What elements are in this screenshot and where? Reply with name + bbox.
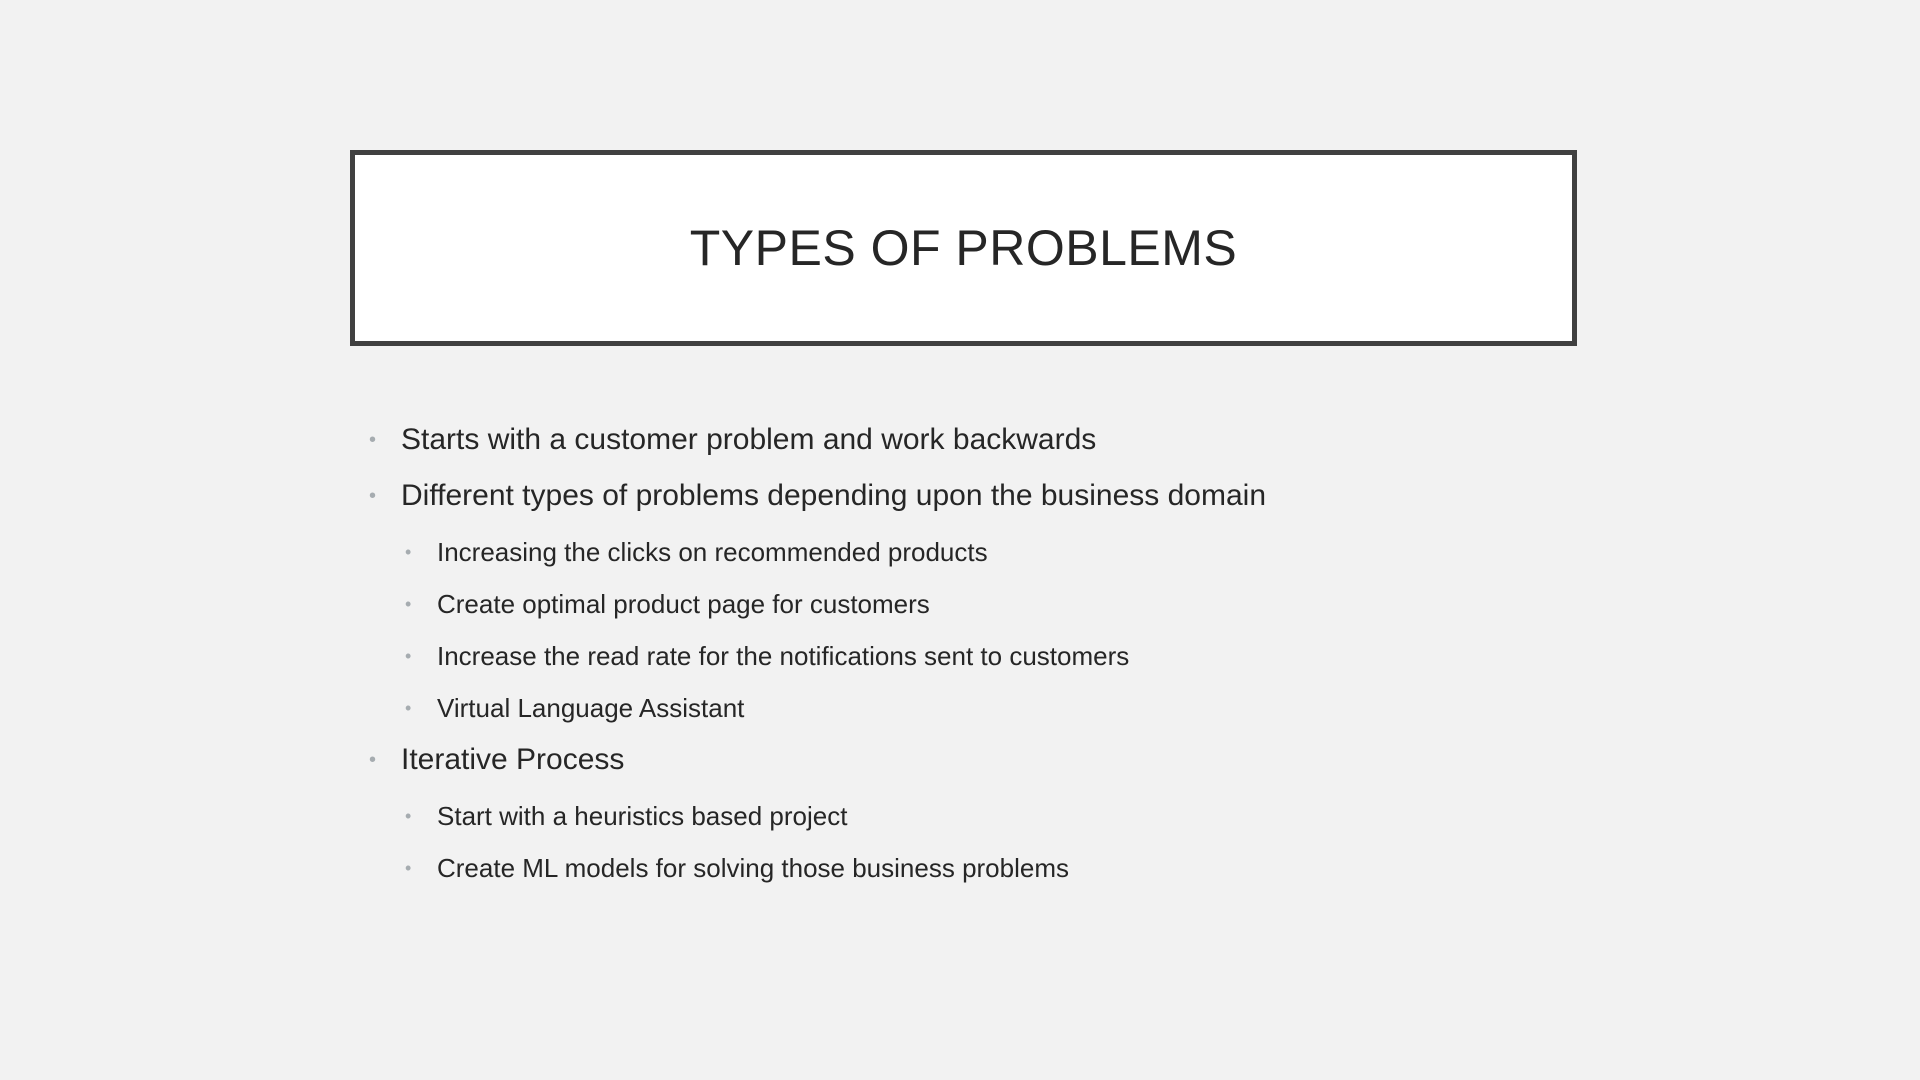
bullet-dot-icon: • [369, 429, 377, 451]
bullet-text: Iterative Process [401, 743, 625, 776]
bullet-item [368, 414, 1568, 470]
bullet-dot-icon: • [405, 806, 412, 826]
bullet-text: Start with a heuristics based project [437, 801, 848, 831]
title-box [350, 150, 1577, 346]
sub-bullet-item [368, 578, 1568, 630]
bullet-dot-icon: • [405, 646, 412, 666]
bullet-dot-icon: • [369, 485, 377, 507]
bullet-text: Increasing the clicks on recommended products [437, 537, 988, 567]
bullet-text: Different types of problems depending upon the business domain [401, 479, 1267, 512]
bullet-item [368, 470, 1568, 526]
bullet-text: Create optimal product page for customers [437, 589, 930, 619]
sub-bullet-item [368, 630, 1568, 682]
bullet-dot-icon: • [369, 749, 377, 771]
bullet-text: Create ML models for solving those business problems [437, 853, 1069, 883]
bullet-item [368, 734, 1568, 790]
bullet-dot-icon: • [405, 858, 412, 878]
bullet-dot-icon: • [405, 542, 412, 562]
bullet-list [368, 414, 1568, 894]
bullet-text: Virtual Language Assistant [437, 693, 745, 723]
bullet-text: Increase the read rate for the notifications sent to customers [437, 641, 1130, 671]
sub-bullet-item [368, 682, 1568, 734]
sub-bullet-item [368, 790, 1568, 842]
bullet-dot-icon: • [405, 594, 412, 614]
bullet-text: Starts with a customer problem and work backwards [401, 423, 1097, 456]
sub-bullet-item [368, 842, 1568, 894]
bullet-dot-icon: • [405, 698, 412, 718]
sub-bullet-item [368, 526, 1568, 578]
slide-title: TYPES OF PROBLEMS [689, 220, 1238, 276]
